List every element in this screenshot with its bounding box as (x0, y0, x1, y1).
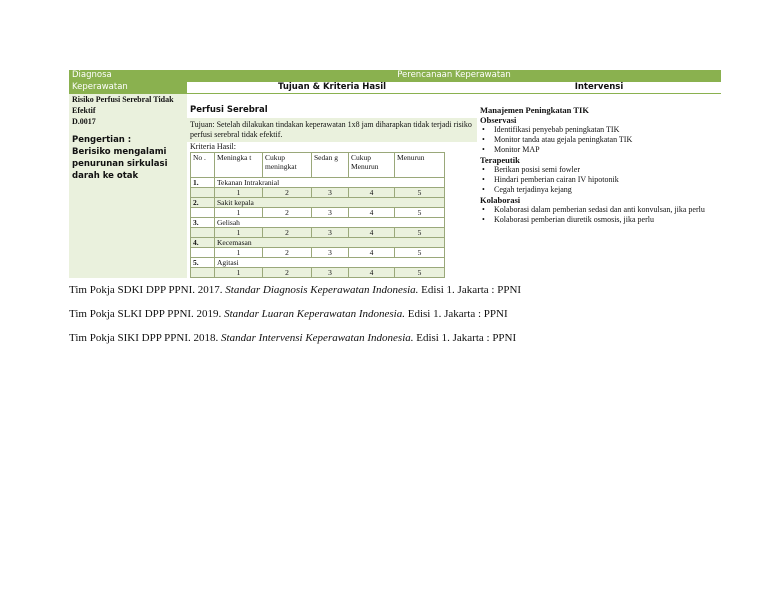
criteria-header-meningkat: Meningka t (215, 153, 263, 178)
criteria-score: 2 (263, 188, 312, 198)
kolaborasi-heading: Kolaborasi (480, 195, 521, 205)
reference-publisher: Edisi 1. Jakarta : PPNI (413, 332, 517, 344)
header-diagnosa: Diagnosa (69, 70, 187, 82)
header-keperawatan: Keperawatan (69, 82, 187, 94)
criteria-score-row (191, 248, 445, 258)
reference-author: Tim Pokja SLKI DPP PPNI. 2019. (69, 308, 225, 320)
criteria-score: 2 (263, 208, 312, 218)
diagnosis-column (69, 94, 187, 278)
criteria-score: 1 (215, 228, 263, 238)
criteria-no: 2. (191, 198, 215, 208)
reference-title: Standar Intervensi Keperawatan Indonesia. (221, 332, 414, 344)
criteria-name: Kecemasan (215, 238, 445, 248)
intervention-column (477, 105, 721, 278)
kolaborasi-item: • Kolaborasi dalam pemberian sedasi dan anti konvulsan, jika perlu (480, 205, 718, 215)
criteria-score-blank (191, 208, 215, 218)
criteria-score: 1 (215, 248, 263, 258)
criteria-score: 5 (395, 208, 445, 218)
subheader-tujuan: Tujuan & Kriteria Hasil (187, 82, 477, 93)
criteria-score-blank (191, 248, 215, 258)
criteria-score: 3 (312, 228, 349, 238)
criteria-score: 3 (312, 208, 349, 218)
criteria-no: 1. (191, 178, 215, 188)
reference-title: Standar Luaran Keperawatan Indonesia. (224, 308, 405, 320)
reference-line (69, 308, 521, 321)
criteria-name-row (191, 258, 445, 268)
criteria-name: Agitasi (215, 258, 445, 268)
criteria-score: 3 (312, 188, 349, 198)
criteria-label: Kriteria Hasil: (190, 142, 236, 151)
criteria-table (190, 152, 445, 278)
criteria-score-row (191, 228, 445, 238)
criteria-score: 4 (349, 188, 395, 198)
kolaborasi-list (480, 205, 718, 225)
criteria-score-blank (191, 268, 215, 278)
criteria-score: 5 (395, 188, 445, 198)
criteria-score: 3 (312, 268, 349, 278)
reference-author: Tim Pokja SDKI DPP PPNI. 2017. (69, 284, 226, 296)
reference-publisher: Edisi 1. Jakarta : PPNI (404, 308, 508, 320)
care-plan-table (69, 70, 721, 278)
criteria-score-blank (191, 188, 215, 198)
criteria-score: 2 (263, 248, 312, 258)
observasi-heading: Observasi (480, 115, 517, 125)
criteria-score: 5 (395, 248, 445, 258)
terapeutik-list (480, 165, 718, 195)
criteria-name-row (191, 218, 445, 228)
references (69, 284, 521, 356)
diagnosis-title: Risiko Perfusi Serebral Tidak Efektif (72, 95, 174, 115)
reference-line (69, 284, 521, 297)
outcome-column (187, 105, 477, 278)
criteria-score: 5 (395, 228, 445, 238)
criteria-score: 5 (395, 268, 445, 278)
reference-author: Tim Pokja SIKI DPP PPNI. 2018. (69, 332, 222, 344)
criteria-score-blank (191, 228, 215, 238)
observasi-list (480, 125, 718, 155)
criteria-name-row (191, 198, 445, 208)
criteria-score: 4 (349, 268, 395, 278)
criteria-header-row (191, 153, 445, 178)
definition-text: Berisiko mengalami penurunan sirkulasi darah ke otak (72, 147, 168, 181)
criteria-header-sedang: Sedan g (312, 153, 349, 178)
intervention-title: Manajemen Peningkatan TIK (480, 105, 589, 115)
criteria-score-row (191, 268, 445, 278)
criteria-score-row (191, 208, 445, 218)
criteria-name: Gelisah (215, 218, 445, 228)
observasi-item: • Identifikasi penyebab peningkatan TIK (480, 125, 718, 135)
diagnosis-code: D.0017 (72, 117, 96, 126)
observasi-item: • Monitor tanda atau gejala peningkatan TIK (480, 135, 718, 145)
criteria-name: Tekanan Intrakranial (215, 178, 445, 188)
criteria-score: 4 (349, 228, 395, 238)
outcome-goal: Tujuan: Setelah dilakukan tindakan keperawatan 1x8 jam diharapkan tidak terjadi risiko perfusi serebral tidak efektif. (187, 118, 477, 142)
criteria-name: Sakit kepala (215, 198, 445, 208)
criteria-header-menurun: Menurun (395, 153, 445, 178)
terapeutik-heading: Terapeutik (480, 155, 520, 165)
criteria-score: 1 (215, 268, 263, 278)
criteria-score: 2 (263, 228, 312, 238)
outcome-title: Perfusi Serebral (190, 105, 268, 115)
observasi-item: • Monitor MAP (480, 145, 718, 155)
criteria-score: 3 (312, 248, 349, 258)
criteria-score-row (191, 188, 445, 198)
kolaborasi-item: • Kolaborasi pemberian diuretik osmosis, jika perlu (480, 215, 718, 225)
terapeutik-item: • Cegah terjadinya kejang (480, 185, 718, 195)
reference-publisher: Edisi 1. Jakarta : PPNI (418, 284, 522, 296)
terapeutik-item: • Berikan posisi semi fowler (480, 165, 718, 175)
criteria-score: 2 (263, 268, 312, 278)
criteria-score: 4 (349, 248, 395, 258)
reference-title: Standar Diagnosis Keperawatan Indonesia. (225, 284, 419, 296)
criteria-header-cukup-menurun: Cukup Menurun (349, 153, 395, 178)
criteria-name-row (191, 238, 445, 248)
criteria-no: 5. (191, 258, 215, 268)
reference-line (69, 332, 521, 345)
criteria-score: 4 (349, 208, 395, 218)
criteria-score: 1 (215, 208, 263, 218)
criteria-name-row (191, 178, 445, 188)
criteria-no: 4. (191, 238, 215, 248)
definition-label: Pengertian : (72, 135, 132, 145)
criteria-header-cukup-meningkat: Cukup meningkat (263, 153, 312, 178)
criteria-score: 1 (215, 188, 263, 198)
criteria-no: 3. (191, 218, 215, 228)
criteria-header-no: No . (191, 153, 215, 178)
subheader-intervensi: Intervensi (477, 82, 721, 93)
header-perencanaan: Perencanaan Keperawatan (187, 70, 721, 94)
terapeutik-item: • Hindari pemberian cairan IV hipotonik (480, 175, 718, 185)
